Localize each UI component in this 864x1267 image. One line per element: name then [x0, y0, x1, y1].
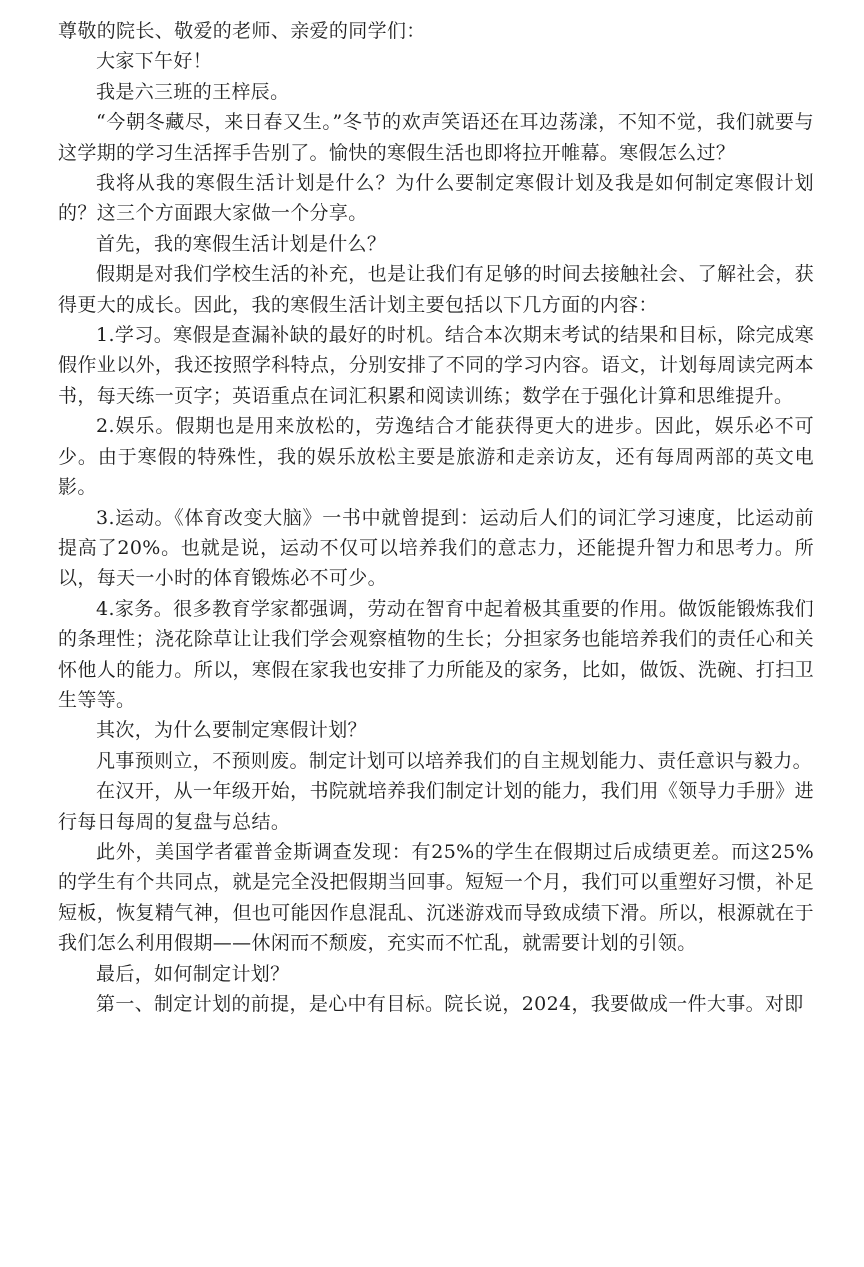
paragraph-research: 此外，美国学者霍普金斯调查发现：有25%的学生在假期过后成绩更差。而这25%的学生有个共同点，就是完全没把假期当回事。短短一个月，我们可以重塑好习惯，补足短板，恢复精气神，但也可能因作息混乱、沉迷游戏而导致成绩下滑。所以，根源就在于我们怎么利用假期——休闲而不颓废，充实而不忙乱，就需要计划的引领。 [58, 840, 814, 955]
paragraph-self-intro: 我是六三班的王梓辰。 [96, 80, 290, 103]
salutation: 尊敬的院长、敬爱的老师、亲爱的同学们： [58, 20, 426, 42]
paragraph-goal: 第一、制定计划的前提，是心中有目标。院长说，2024，我要做成一件大事。对即 [96, 993, 804, 1015]
paragraph-outline: 我将从我的寒假生活计划是什么？为什么要制定寒假计划及我是如何制定寒假计划的？这三个方面跟大家做一个分享。 [58, 172, 814, 225]
paragraph-sports: 3.运动。《体育改变大脑》一书中就曾提到：运动后人们的词汇学习速度，比运动前提高了20%。也就是说，运动不仅可以培养我们的意志力，还能提升智力和思考力。所以，每天一小时的体育锻炼必不可少。 [58, 506, 814, 590]
paragraph-study: 1.学习。寒假是查漏补缺的最好的时机。结合本次期末考试的结果和目标，除完成寒假作业以外，我还按照学科特点，分别安排了不同的学习内容。语文，计划每周读完两本书，每天练一页字；英语重点在词汇积累和阅读训练；数学在于强化计算和思维提升。 [58, 324, 814, 407]
paragraph-entertainment: 2.娱乐。假期也是用来放松的，劳逸结合才能获得更大的进步。因此，娱乐必不可少。由于寒假的特殊性，我的娱乐放松主要是旅游和走亲访友，还有每周两部的英文电影。 [58, 415, 814, 499]
speech-document [58, 16, 814, 1019]
paragraph-housework: 4.家务。很多教育学家都强调，劳动在智育中起着极其重要的作用。做饭能锻炼我们的条理性；浇花除草让让我们学会观察植物的生长；分担家务也能培养我们的责任心和关怀他人的能力。所以，寒假在家我也安排了力所能及的家务，比如，做饭、洗碗、打扫卫生等等。 [58, 597, 814, 711]
section-heading-first: 首先，我的寒假生活计划是什么？ [96, 232, 387, 255]
paragraph-proverb: 凡事预则立，不预则废。制定计划可以培养我们的自主规划能力、责任意识与毅力。 [96, 749, 812, 772]
section-heading-third: 最后，如何制定计划？ [96, 962, 290, 985]
section-heading-second: 其次，为什么要制定寒假计划？ [96, 719, 367, 742]
paragraph-greeting: 大家下午好！ [96, 50, 213, 73]
paragraph-plan-intro: 假期是对我们学校生活的补充，也是让我们有足够的时间去接触社会、了解社会，获得更大的成长。因此，我的寒假生活计划主要包括以下几方面的内容： [58, 263, 814, 316]
paragraph-leadership: 在汉开，从一年级开始，书院就培养我们制定计划的能力，我们用《领导力手册》进行每日每周的复盘与总结。 [58, 780, 814, 833]
paragraph-opening: “今朝冬藏尽，来日春又生。”冬节的欢声笑语还在耳边荡漾，不知不觉，我们就要与这学期的学习生活挥手告别了。愉快的寒假生活也即将拉开帷幕。寒假怎么过？ [58, 111, 814, 164]
